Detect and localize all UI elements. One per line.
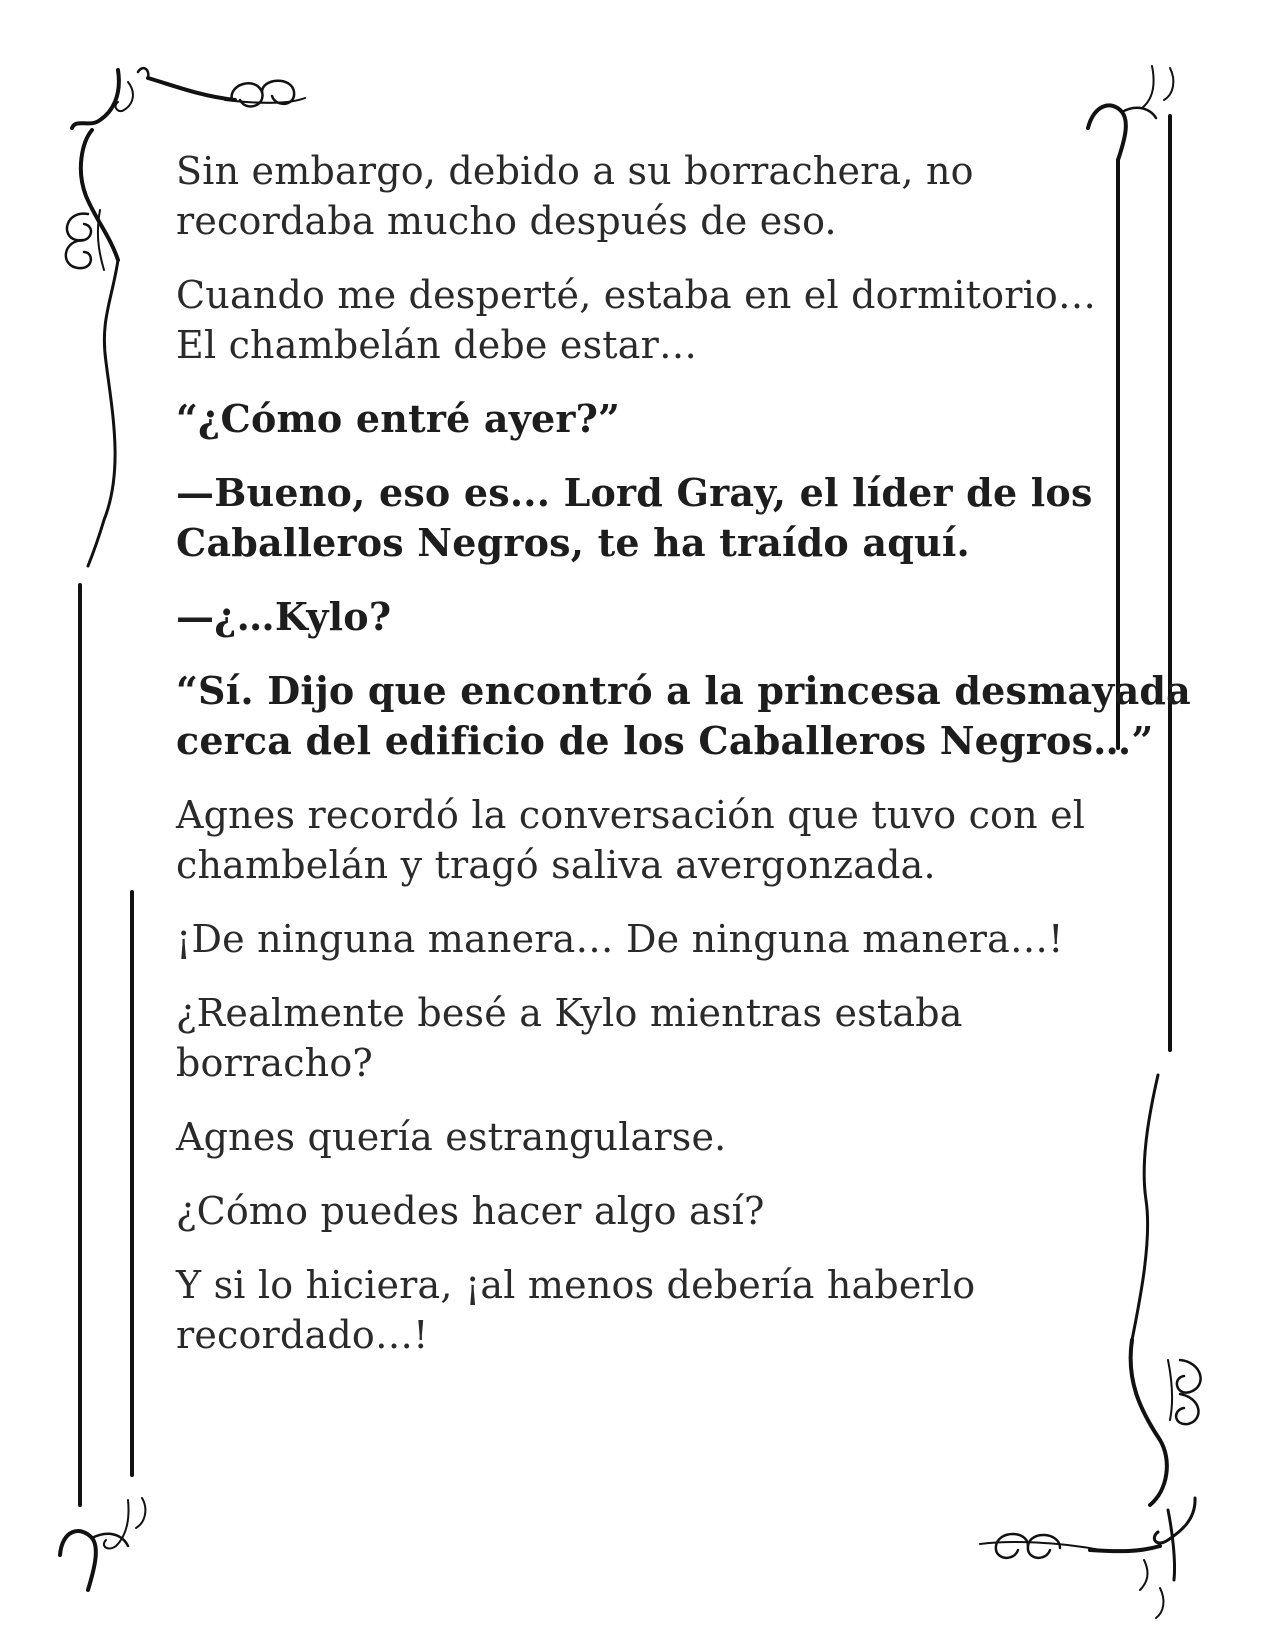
- paragraph-11: [176, 1186, 1096, 1236]
- top-right-flourish: [1088, 66, 1173, 160]
- paragraph-10: [176, 1112, 1096, 1162]
- paragraph-3: [176, 394, 1096, 444]
- paragraph-6-line-2: cerca del edificio de los Caballeros Negros…”: [176, 718, 1154, 763]
- paragraph-5-line-1: —¿…Kylo?: [176, 594, 392, 639]
- paragraph-6-line-1: “Sí. Dijo que encontró a la princesa desmayada: [176, 668, 1191, 713]
- paragraph-7-line-1: Agnes recordó la conversación que tuvo con el: [176, 793, 1086, 837]
- paragraph-12-line-2: recordado…!: [176, 1313, 429, 1357]
- paragraph-2-line-1: Cuando me desperté, estaba en el dormitorio…: [176, 273, 1097, 317]
- paragraph-1: [176, 146, 1096, 246]
- paragraph-4: [176, 468, 1096, 568]
- paragraph-1-line-1: Sin embargo, debido a su borrachera, no: [176, 149, 974, 193]
- paragraph-10-line-1: Agnes quería estrangularse.: [176, 1115, 727, 1159]
- bottom-left-flourish: [60, 1498, 145, 1590]
- paragraph-7-line-2: chambelán y tragó saliva avergonzada.: [176, 843, 936, 887]
- paragraph-1-line-2: recordaba mucho después de eso.: [176, 199, 837, 243]
- paragraph-12: [176, 1260, 1096, 1360]
- paragraph-9: [176, 988, 1096, 1088]
- paragraph-9-line-2: borracho?: [176, 1041, 373, 1085]
- paragraph-6: [176, 666, 1191, 766]
- paragraph-3-line-1: “¿Cómo entré ayer?”: [176, 396, 621, 441]
- paragraph-7: [176, 790, 1096, 890]
- paragraph-8: [176, 914, 1096, 964]
- paragraph-9-line-1: ¿Realmente besé a Kylo mientras estaba: [176, 991, 963, 1035]
- paragraph-8-line-1: ¡De ninguna manera… De ninguna manera…!: [176, 917, 1064, 961]
- paragraph-2: [176, 270, 1096, 370]
- story-text: [176, 146, 1191, 1360]
- paragraph-4-line-1: —Bueno, eso es... Lord Gray, el líder de los: [176, 470, 1093, 515]
- paragraph-11-line-1: ¿Cómo puedes hacer algo así?: [176, 1189, 765, 1233]
- paragraph-5: [176, 592, 1096, 642]
- paragraph-2-line-2: El chambelán debe estar…: [176, 323, 698, 367]
- paragraph-4-line-2: Caballeros Negros, te ha traído aquí.: [176, 520, 970, 565]
- paragraph-12-line-1: Y si lo hiciera, ¡al menos debería haberlo: [176, 1263, 976, 1307]
